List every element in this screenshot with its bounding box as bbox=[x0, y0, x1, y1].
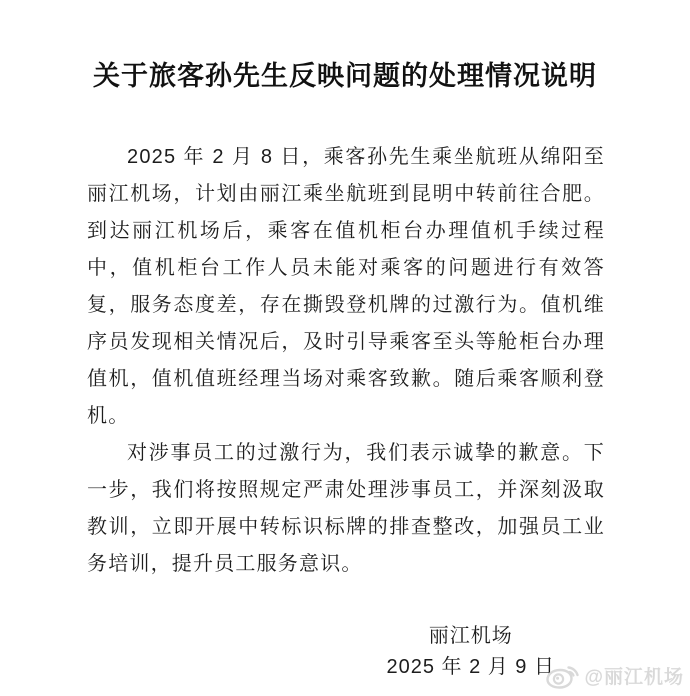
paragraph-1: 2025 年 2 月 8 日，乘客孙先生乘坐航班从绵阳至丽江机场，计划由丽江乘坐航班到昆明中转前往合肥。到达丽江机场后，乘客在值机柜台办理值机手续过程中，值机柜台工作人员未能对乘客的问题进行有效答复，服务态度差，存在撕毁登机牌的过激行为。值机维序员发现相关情况后，及时引导乘客至头等舱柜台办理值机，值机值班经理当场对乘客致歉。随后乘客顺利登机。 bbox=[87, 146, 605, 427]
watermark-text: @丽江机场 bbox=[584, 666, 684, 688]
document-body bbox=[87, 139, 605, 583]
document-title: 关于旅客孙先生反映问题的处理情况说明 bbox=[93, 61, 597, 91]
watermark bbox=[546, 661, 684, 689]
paragraph-2: 对涉事员工的过激行为，我们表示诚挚的歉意。下一步，我们将按照规定严肃处理涉事员工，并深刻汲取教训，立即开展中转标识标牌的排查整改，加强员工业务培训，提升员工服务意识。 bbox=[87, 442, 605, 575]
signature-name: 丽江机场 bbox=[428, 625, 513, 647]
signature-date: 2025 年 2 月 9 日 bbox=[386, 656, 555, 678]
signature-block bbox=[386, 621, 555, 683]
weibo-icon bbox=[546, 661, 580, 689]
statement-document bbox=[0, 54, 690, 696]
